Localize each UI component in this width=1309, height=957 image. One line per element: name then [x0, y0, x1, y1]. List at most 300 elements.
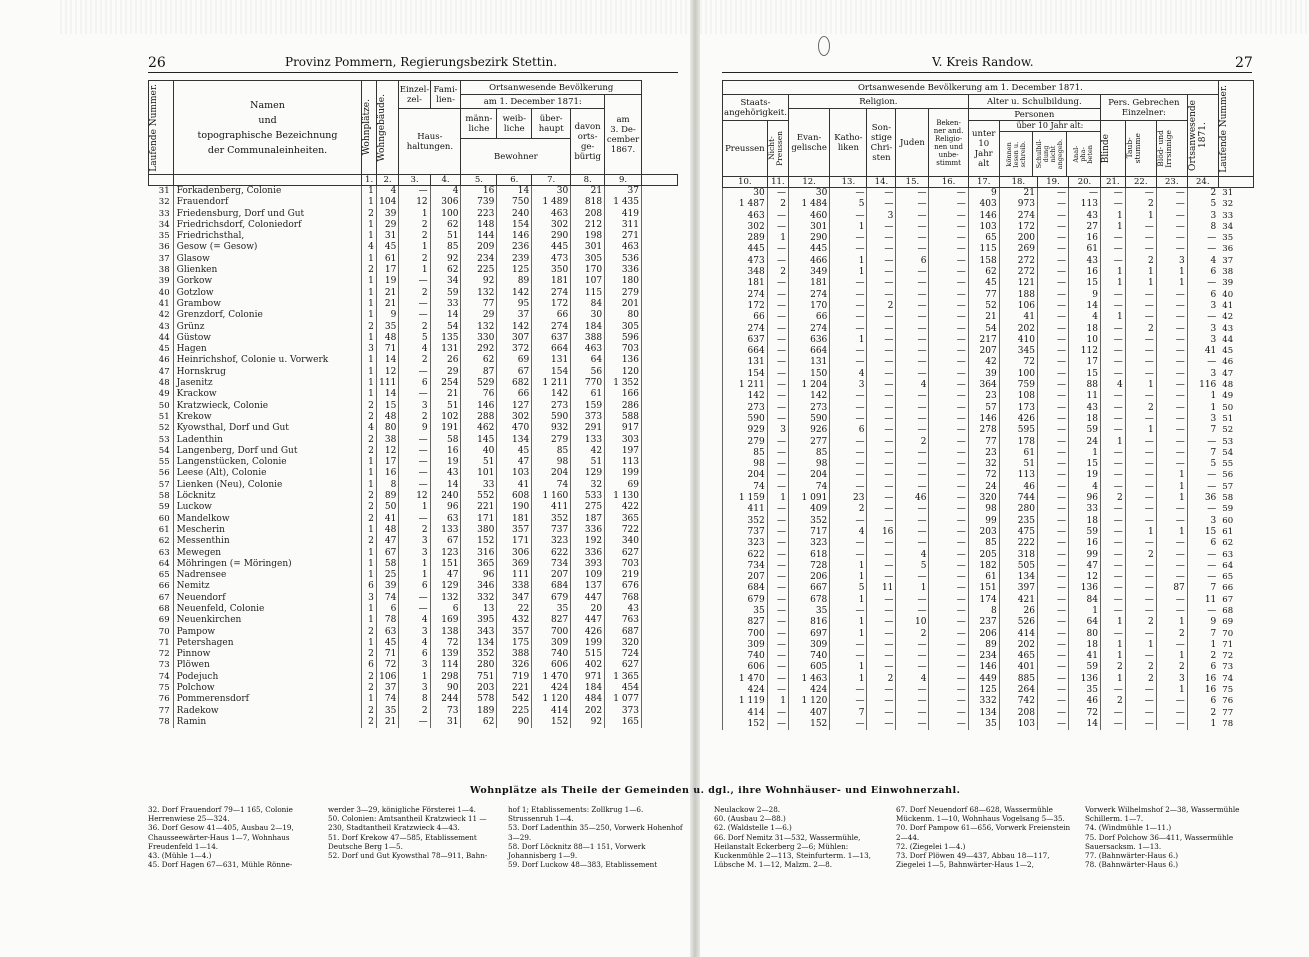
row-number: 53 [1222, 436, 1234, 447]
row-number: 41 [1222, 300, 1234, 311]
cell-11: — [767, 380, 788, 391]
cell-c8: 515 [571, 649, 605, 660]
cell-14: — [867, 414, 896, 425]
cell-13: 1 [830, 629, 867, 640]
hdr-familien: Fami- lien- [430, 81, 461, 109]
cell-16: — [929, 617, 968, 628]
table-row [149, 604, 678, 615]
cell-15: — [896, 188, 929, 200]
cell-11: — [767, 662, 788, 673]
colnum: 22. [1125, 177, 1156, 188]
cell-23: 1 [1156, 651, 1187, 662]
cell-15: — [896, 335, 929, 346]
cell-15: — [896, 391, 929, 402]
hdr-irre: Blöd- und Irrsinnige [1156, 121, 1187, 177]
cell-19: — [1037, 662, 1068, 673]
cell-c2: 35 [376, 322, 399, 333]
cell-11: — [767, 629, 788, 640]
cell-c8: 447 [571, 615, 605, 626]
cell-11: — [767, 391, 788, 402]
cell-14: — [867, 651, 896, 662]
cell-16: — [929, 380, 968, 391]
cell-16: — [929, 414, 968, 425]
cell-c4: 240 [430, 491, 461, 502]
cell-21: 1 [1100, 674, 1125, 685]
cell-c3: 9 [399, 423, 430, 434]
cell-23: — [1156, 550, 1187, 561]
cell-19: — [1037, 312, 1068, 323]
cell-21: — [1100, 199, 1125, 210]
colnum: 4. [430, 175, 461, 186]
cell-11: — [767, 685, 788, 696]
cell-c7: 622 [532, 548, 571, 559]
cell-13: — [830, 516, 867, 527]
cell-15: — [896, 425, 929, 436]
cell-c3: 3 [399, 536, 430, 547]
cell-17: 320 [968, 493, 999, 504]
cell-10: 204 [723, 470, 768, 481]
cell-c1: 2 [362, 265, 376, 276]
cell-22: 2 [1125, 674, 1156, 685]
cell-20: 15 [1068, 278, 1100, 289]
table-row [723, 651, 1254, 662]
table-row [149, 502, 678, 513]
cell-c7: 30 [532, 186, 571, 198]
cell-c9: 43 [605, 604, 642, 615]
cell-12: 697 [788, 629, 829, 640]
row-number: 32 [158, 197, 170, 208]
cell-11: — [767, 357, 788, 368]
cell-c2: 15 [376, 401, 399, 412]
cell-c5: 189 [461, 706, 497, 717]
column-numbers-left [149, 175, 678, 186]
cell-11: — [767, 516, 788, 527]
cell-c6: 45 [497, 446, 532, 457]
cell-c1: 1 [362, 525, 376, 536]
table-row [149, 514, 678, 525]
colnum: 19. [1037, 177, 1068, 188]
cell-15: — [896, 267, 929, 278]
cell-20: 16 [1068, 267, 1100, 278]
cell-11: — [767, 403, 788, 414]
cell-c2: 12 [376, 446, 399, 457]
cell-17: 449 [968, 674, 999, 685]
cell-17: 103 [968, 222, 999, 233]
place-name: Glasow [173, 254, 362, 265]
row-number: 72 [158, 649, 170, 660]
cell-c5: 146 [461, 401, 497, 412]
cell-20: 24 [1068, 437, 1100, 448]
cell-c7: 204 [532, 468, 571, 479]
cell-c5: 132 [461, 288, 497, 299]
cell-c3: 1 [399, 559, 430, 570]
colnum: 17. [968, 177, 999, 188]
cell-c9: 422 [605, 502, 642, 513]
cell-24: 16 [1187, 685, 1218, 696]
cell-12: 170 [788, 301, 829, 312]
colnum: 12. [788, 177, 829, 188]
cell-23: — [1156, 357, 1187, 368]
cell-17: 8 [968, 606, 999, 617]
cell-pad [642, 548, 678, 559]
cell-c8: 305 [571, 254, 605, 265]
cell-18: 235 [999, 516, 1037, 527]
cell-c9: 687 [605, 627, 642, 638]
cell-24: 4 [1187, 256, 1218, 267]
cell-19: — [1037, 595, 1068, 606]
cell-20: 17 [1068, 357, 1100, 368]
cell-23: — [1156, 448, 1187, 459]
cell-20: 59 [1068, 527, 1100, 538]
cell-18: 103 [999, 719, 1037, 730]
cell-c6: 66 [497, 389, 532, 400]
cell-pad [642, 457, 678, 468]
cell-pad [642, 468, 678, 479]
colnum: 13. [830, 177, 867, 188]
cell-c3: 2 [399, 288, 430, 299]
cell-10: 302 [723, 222, 768, 233]
cell-c5: 332 [461, 593, 497, 604]
cell-18: 188 [999, 290, 1037, 301]
table-row [149, 186, 678, 198]
cell-c6: 239 [497, 254, 532, 265]
cell-c1: 1 [362, 254, 376, 265]
cell-c2: 39 [376, 209, 399, 220]
table-row [723, 357, 1254, 368]
cell-11: — [767, 222, 788, 233]
cell-c7: 1 489 [532, 197, 571, 208]
table-row [723, 595, 1254, 606]
cell-10: 1 159 [723, 493, 768, 504]
cell-16: — [929, 199, 968, 210]
cell-16: — [929, 719, 968, 730]
cell-c8: 301 [571, 242, 605, 253]
cell-17: 278 [968, 425, 999, 436]
cell-17: 203 [968, 527, 999, 538]
cell-c8: 212 [571, 220, 605, 231]
hdr-davon: davon orts- ge- bürtig [571, 109, 605, 175]
cell-18: 401 [999, 662, 1037, 673]
place-name: Petershagen [173, 638, 362, 649]
table-row [723, 380, 1254, 391]
cell-c6: 302 [497, 412, 532, 423]
cell-21: — [1100, 629, 1125, 640]
cell-c7: 142 [532, 389, 571, 400]
cell-16: — [929, 425, 968, 436]
cell-c3: — [399, 514, 430, 525]
cell-c8: 402 [571, 660, 605, 671]
cell-23: — [1156, 606, 1187, 617]
cell-23: 1 [1156, 527, 1187, 538]
cell-12: 131 [788, 357, 829, 368]
cell-24: 41 [1187, 346, 1218, 357]
cell-c5: 751 [461, 672, 497, 683]
cell-15: — [896, 572, 929, 583]
row-number: 45 [158, 344, 170, 355]
cell-15: — [896, 708, 929, 719]
cell-c4: 306 [430, 197, 461, 208]
cell-c7: 606 [532, 660, 571, 671]
cell-pad [642, 491, 678, 502]
cell-c6: 190 [497, 502, 532, 513]
cell-20: 18 [1068, 324, 1100, 335]
cell-c3: 6 [399, 378, 430, 389]
cell-c3: 4 [399, 344, 430, 355]
cell-14: — [867, 708, 896, 719]
cell-14: — [867, 278, 896, 289]
cell-c1: 1 [362, 457, 376, 468]
row-number: 66 [158, 581, 170, 592]
cell-15: — [896, 685, 929, 696]
cell-c2: 25 [376, 570, 399, 581]
cell-c2: 19 [376, 276, 399, 287]
cell-c2: 21 [376, 288, 399, 299]
cell-c2: 35 [376, 706, 399, 717]
colnum: 2. [376, 175, 399, 186]
place-name: Messenthin [173, 536, 362, 547]
table-row [149, 525, 678, 536]
cell-21: 1 [1100, 278, 1125, 289]
cell-19: — [1037, 346, 1068, 357]
row-number: 52 [158, 423, 170, 434]
cell-pad [642, 694, 678, 705]
cell-22: — [1125, 470, 1156, 481]
cell-17: 57 [968, 403, 999, 414]
cell-17: 146 [968, 211, 999, 222]
cell-c7: 279 [532, 435, 571, 446]
cell-c7: 66 [532, 310, 571, 321]
hdr-wohnplaetze: Wohnplätze. [362, 81, 376, 175]
cell-24: 6 [1187, 538, 1218, 549]
row-number: 48 [1222, 380, 1234, 391]
cell-22: 2 [1125, 324, 1156, 335]
cell-15: — [896, 233, 929, 244]
cell-c8: 533 [571, 491, 605, 502]
cell-19: — [1037, 708, 1068, 719]
cell-20: 9 [1068, 290, 1100, 301]
place-name: Polchow [173, 683, 362, 694]
cell-15: — [896, 527, 929, 538]
row-number: 46 [158, 355, 170, 366]
cell-16: — [929, 222, 968, 233]
cell-c6: 357 [497, 525, 532, 536]
cell-24: 2 [1187, 188, 1218, 200]
cell-c3: 2 [399, 322, 430, 333]
cell-16: — [929, 244, 968, 255]
cell-pad [642, 615, 678, 626]
cell-c9: 627 [605, 548, 642, 559]
cell-18: 100 [999, 369, 1037, 380]
cell-19: — [1037, 391, 1068, 402]
cell-18: 21 [999, 188, 1037, 200]
cell-19: — [1037, 425, 1068, 436]
cell-c4: 47 [430, 570, 461, 581]
cell-c2: 80 [376, 423, 399, 434]
cell-c4: 139 [430, 649, 461, 660]
cell-c7: 700 [532, 627, 571, 638]
cell-24: 1 [1187, 719, 1218, 730]
cell-23: 1 [1156, 278, 1187, 289]
row-number: 74 [1222, 673, 1234, 684]
cell-14: — [867, 572, 896, 583]
place-name: Nadrensee [173, 570, 362, 581]
footnote-col-6: Vorwerk Wilhelmshof 2—38, Wassermühle Schillerm. 1—7. 74. (Windmühle 1—11.) 75. Dorf Polchow 36—411, Wassermühle Sauersacksm. 1—13. 77. (Bahnwärter-Haus 6.) 78. (Bahnwärter-Haus 6.) [1085, 805, 1240, 870]
cell-10: 737 [723, 527, 768, 538]
cell-19: — [1037, 244, 1068, 255]
cell-16: — [929, 696, 968, 707]
cell-c9: 197 [605, 446, 642, 457]
table-row [149, 627, 678, 638]
cell-18: 108 [999, 391, 1037, 402]
cell-c3: 12 [399, 491, 430, 502]
cell-16: — [929, 651, 968, 662]
table-row [723, 188, 1254, 200]
table-row [723, 606, 1254, 617]
cell-23: — [1156, 199, 1187, 210]
cell-c3: — [399, 604, 430, 615]
cell-c5: 330 [461, 333, 497, 344]
cell-11: 1 [767, 696, 788, 707]
colnum-blank [173, 175, 362, 186]
cell-23: — [1156, 346, 1187, 357]
cell-c1: 1 [362, 378, 376, 389]
cell-23: — [1156, 301, 1187, 312]
cell-21: 1 [1100, 222, 1125, 233]
cell-12: 1 120 [788, 696, 829, 707]
cell-11: — [767, 470, 788, 481]
colnum: 23. [1156, 177, 1187, 188]
cell-c6: 142 [497, 288, 532, 299]
cell-c9: 80 [605, 310, 642, 321]
table-row [723, 301, 1254, 312]
cell-18: 318 [999, 550, 1037, 561]
row-number: 39 [1222, 278, 1234, 289]
cell-14: — [867, 662, 896, 673]
cell-10: 309 [723, 640, 768, 651]
cell-c6: 372 [497, 344, 532, 355]
cell-14: — [867, 380, 896, 391]
cell-16: — [929, 516, 968, 527]
table-row [149, 446, 678, 457]
cell-15: — [896, 290, 929, 301]
colnum-blank [642, 175, 678, 186]
cell-c1: 3 [362, 593, 376, 604]
cell-16: — [929, 583, 968, 594]
cell-c5: 132 [461, 322, 497, 333]
colnum: 14. [867, 177, 896, 188]
cell-c1: 1 [362, 694, 376, 705]
cell-c3: 4 [399, 638, 430, 649]
row-number: 49 [1222, 391, 1234, 402]
cell-13: — [830, 640, 867, 651]
cell-c1: 2 [362, 717, 376, 728]
cell-21: — [1100, 346, 1125, 357]
cell-13: — [830, 482, 867, 493]
cell-c8: 187 [571, 514, 605, 525]
cell-15: — [896, 414, 929, 425]
cell-10: 66 [723, 312, 768, 323]
row-number: 58 [1222, 493, 1234, 504]
colnum: 6. [497, 175, 532, 186]
cell-24: 6 [1187, 696, 1218, 707]
cell-18: 272 [999, 267, 1037, 278]
cell-12: 728 [788, 561, 829, 572]
cell-c1: 1 [362, 333, 376, 344]
table-row [149, 615, 678, 626]
cell-pad [642, 220, 678, 231]
cell-c5: 144 [461, 231, 497, 242]
cell-21: — [1100, 233, 1125, 244]
cell-c9: 320 [605, 638, 642, 649]
row-number: 34 [158, 219, 170, 230]
cell-14: — [867, 357, 896, 368]
row-number: 54 [158, 445, 170, 456]
cell-c8: 208 [571, 209, 605, 220]
table-row [723, 719, 1254, 730]
cell-19: — [1037, 267, 1068, 278]
cell-11: — [767, 448, 788, 459]
cell-14: — [867, 199, 896, 210]
cell-c5: 134 [461, 638, 497, 649]
row-number: 34 [1222, 221, 1234, 232]
table-row [723, 538, 1254, 549]
right-table [722, 80, 1254, 730]
row-number: 56 [1222, 470, 1234, 481]
cell-c8: 92 [571, 717, 605, 728]
cell-c7: 473 [532, 254, 571, 265]
cell-17: 146 [968, 414, 999, 425]
cell-23: — [1156, 222, 1187, 233]
cell-c6: 357 [497, 627, 532, 638]
place-name: Grünz [173, 322, 362, 333]
cell-18: 414 [999, 629, 1037, 640]
table-row [149, 220, 678, 231]
cell-21: 2 [1100, 493, 1125, 504]
cell-c7: 590 [532, 412, 571, 423]
cell-10: 289 [723, 233, 768, 244]
cell-c4: 19 [430, 457, 461, 468]
cell-16: — [929, 662, 968, 673]
cell-pad [642, 231, 678, 242]
cell-22: — [1125, 448, 1156, 459]
cell-11: — [767, 708, 788, 719]
cell-c2: 14 [376, 389, 399, 400]
cell-15: — [896, 346, 929, 357]
cell-c5: 316 [461, 548, 497, 559]
row-number: 48 [158, 378, 170, 389]
table-row [149, 412, 678, 423]
cell-pad [642, 265, 678, 276]
cell-c4: 73 [430, 706, 461, 717]
cell-20: 61 [1068, 244, 1100, 255]
table-row [723, 459, 1254, 470]
cell-c9: 201 [605, 299, 642, 310]
cell-18: 72 [999, 357, 1037, 368]
cell-14: — [867, 561, 896, 572]
hdr-evangelische: Evan- gelische [788, 109, 829, 177]
cell-c9: 113 [605, 457, 642, 468]
cell-c7: 181 [532, 276, 571, 287]
cell-c2: 74 [376, 694, 399, 705]
cell-14: — [867, 538, 896, 549]
cell-19: — [1037, 470, 1068, 481]
colnum: 11. [767, 177, 788, 188]
running-head-left: Provinz Pommern, Regierungsbezirk Stettin. [285, 55, 558, 69]
cell-14: — [867, 640, 896, 651]
cell-c9: 1 352 [605, 378, 642, 389]
cell-c4: 100 [430, 209, 461, 220]
cell-10: 414 [723, 708, 768, 719]
